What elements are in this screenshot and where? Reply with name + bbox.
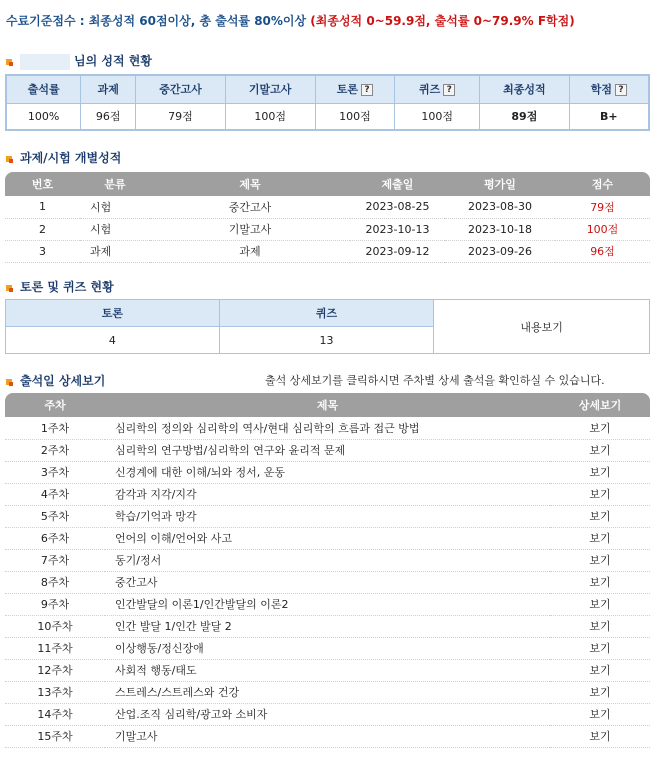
exam-eval-date: 2023-09-26 xyxy=(445,240,555,262)
table-row xyxy=(5,483,650,505)
table-row xyxy=(5,615,650,637)
attend-title: 학습/기억과 망각 xyxy=(105,505,550,527)
section-bullet-icon xyxy=(6,379,12,385)
attend-week: 10주차 xyxy=(5,615,105,637)
table-row xyxy=(5,218,650,240)
exam-title: 과제 xyxy=(150,240,350,262)
exam-header-category: 분류 xyxy=(80,172,150,196)
attend-week: 8주차 xyxy=(5,571,105,593)
attend-title: 감각과 지각/지각 xyxy=(105,483,550,505)
table-row xyxy=(5,571,650,593)
attend-week: 12주차 xyxy=(5,659,105,681)
header-attendance: 출석률 xyxy=(6,75,81,103)
attend-view-link[interactable]: 보기 xyxy=(550,593,650,615)
exam-eval-date: 2023-10-18 xyxy=(445,218,555,240)
attend-week: 13주차 xyxy=(5,681,105,703)
header-final-score: 최종성적 xyxy=(480,75,570,103)
table-row xyxy=(5,417,650,439)
table-row xyxy=(5,527,650,549)
attend-week: 1주차 xyxy=(5,417,105,439)
value-quiz: 100점 xyxy=(395,103,480,130)
attend-view-link[interactable]: 보기 xyxy=(550,527,650,549)
attend-week: 6주차 xyxy=(5,527,105,549)
criteria-fail-text: (최종성적 0~59.9점, 출석률 0~79.9% F학점) xyxy=(310,14,575,28)
attend-title: 산업.조직 심리학/광고와 소비자 xyxy=(105,703,550,725)
exam-category: 시험 xyxy=(80,218,150,240)
attend-title: 인간 발달 1/인간 발달 2 xyxy=(105,615,550,637)
attend-view-link[interactable]: 보기 xyxy=(550,549,650,571)
grade-status-title xyxy=(6,52,152,70)
table-row xyxy=(5,659,650,681)
table-row xyxy=(5,681,650,703)
exam-eval-date: 2023-08-30 xyxy=(445,196,555,218)
exam-no: 2 xyxy=(5,218,80,240)
attend-view-link[interactable]: 보기 xyxy=(550,725,650,747)
table-row xyxy=(5,637,650,659)
attend-title: 심리학의 정의와 심리학의 역사/현대 심리학의 흐름과 접근 방법 xyxy=(105,417,550,439)
header-grade: 학점 ? xyxy=(569,75,649,103)
value-assignment: 96점 xyxy=(81,103,136,130)
table-row xyxy=(5,439,650,461)
attend-week: 3주차 xyxy=(5,461,105,483)
discussion-count: 4 xyxy=(6,327,220,354)
attend-week: 4주차 xyxy=(5,483,105,505)
exam-header-eval-date: 평가일 xyxy=(445,172,555,196)
exams-title xyxy=(6,149,121,166)
attend-title: 중간고사 xyxy=(105,571,550,593)
header-assignment: 과제 xyxy=(81,75,136,103)
value-midterm: 79점 xyxy=(136,103,226,130)
discussion-header: 토론 xyxy=(6,300,220,327)
exams-title-text: 과제/시험 개별성적 xyxy=(20,151,122,165)
exam-header-score: 점수 xyxy=(555,172,650,196)
attend-view-link[interactable]: 보기 xyxy=(550,505,650,527)
quiz-count: 13 xyxy=(219,327,434,354)
attendance-title-text: 출석일 상세보기 xyxy=(20,374,106,388)
table-row xyxy=(5,549,650,571)
attend-week: 5주차 xyxy=(5,505,105,527)
quiz-header: 퀴즈 xyxy=(219,300,434,327)
exam-score: 79점 xyxy=(555,196,650,218)
exam-category: 과제 xyxy=(80,240,150,262)
attend-title: 기말고사 xyxy=(105,725,550,747)
attend-title: 언어의 이해/언어와 사고 xyxy=(105,527,550,549)
exam-title: 중간고사 xyxy=(150,196,350,218)
help-icon[interactable]: ? xyxy=(615,84,627,96)
attendance-title xyxy=(6,372,105,389)
student-name-redacted xyxy=(20,54,70,70)
exam-score: 96점 xyxy=(555,240,650,262)
exam-submit-date: 2023-08-25 xyxy=(350,196,445,218)
attend-title: 동기/정서 xyxy=(105,549,550,571)
attend-title: 스트레스/스트레스와 건강 xyxy=(105,681,550,703)
attend-view-link[interactable]: 보기 xyxy=(550,417,650,439)
attendance-table xyxy=(5,393,650,748)
attend-header-week: 주차 xyxy=(5,393,105,417)
attend-title: 인간발달의 이론1/인간발달의 이론2 xyxy=(105,593,550,615)
attend-title: 심리학의 연구방법/심리학의 연구와 윤리적 문제 xyxy=(105,439,550,461)
attend-view-link[interactable]: 보기 xyxy=(550,483,650,505)
table-row xyxy=(5,461,650,483)
grade-status-table xyxy=(5,74,650,131)
exam-no: 1 xyxy=(5,196,80,218)
table-row xyxy=(5,703,650,725)
attend-view-link[interactable]: 보기 xyxy=(550,461,650,483)
value-discussion: 100점 xyxy=(315,103,395,130)
table-row xyxy=(5,196,650,218)
attend-view-link[interactable]: 보기 xyxy=(550,659,650,681)
section-bullet-icon xyxy=(6,59,12,65)
table-row xyxy=(5,725,650,747)
table-row xyxy=(5,240,650,262)
attendance-note: 출석 상세보기를 클릭하시면 주차별 상세 출석을 확인하실 수 있습니다. xyxy=(265,374,605,387)
attend-view-link[interactable]: 보기 xyxy=(550,681,650,703)
attend-week: 7주차 xyxy=(5,549,105,571)
value-grade: B+ xyxy=(569,103,649,130)
attend-week: 2주차 xyxy=(5,439,105,461)
exam-header-no: 번호 xyxy=(5,172,80,196)
header-midterm: 중간고사 xyxy=(136,75,226,103)
exam-submit-date: 2023-10-13 xyxy=(350,218,445,240)
help-icon[interactable]: ? xyxy=(361,84,373,96)
table-row xyxy=(5,593,650,615)
exam-scores-table xyxy=(5,172,650,263)
attend-week: 15주차 xyxy=(5,725,105,747)
section-bullet-icon xyxy=(6,156,12,162)
attend-header-view: 상세보기 xyxy=(550,393,650,417)
attend-title: 신경계에 대한 이해/뇌와 정서, 운동 xyxy=(105,461,550,483)
exam-header-submit-date: 제출일 xyxy=(350,172,445,196)
attend-header-title: 제목 xyxy=(105,393,550,417)
value-final: 100점 xyxy=(225,103,315,130)
exam-no: 3 xyxy=(5,240,80,262)
attend-view-link[interactable]: 보기 xyxy=(550,615,650,637)
header-final: 기말고사 xyxy=(225,75,315,103)
attend-week: 14주차 xyxy=(5,703,105,725)
attend-week: 9주차 xyxy=(5,593,105,615)
attend-view-link[interactable]: 보기 xyxy=(550,571,650,593)
header-discussion: 토론 ? xyxy=(315,75,395,103)
completion-criteria xyxy=(6,12,656,29)
discussion-title-text: 토론 및 퀴즈 현황 xyxy=(20,280,114,294)
attend-view-link[interactable]: 보기 xyxy=(550,703,650,725)
value-final-score: 89점 xyxy=(480,103,570,130)
value-attendance: 100% xyxy=(6,103,81,130)
table-row xyxy=(5,505,650,527)
attend-title: 이상행동/정신장애 xyxy=(105,637,550,659)
discussion-quiz-table xyxy=(5,299,650,354)
attend-view-link[interactable]: 보기 xyxy=(550,439,650,461)
grade-status-title-text: 님의 성적 현황 xyxy=(74,54,152,68)
exam-title: 기말고사 xyxy=(150,218,350,240)
exam-score: 100점 xyxy=(555,218,650,240)
view-content-link[interactable]: 내용보기 xyxy=(434,300,650,354)
header-quiz: 퀴즈 ? xyxy=(395,75,480,103)
exam-header-title: 제목 xyxy=(150,172,350,196)
attend-week: 11주차 xyxy=(5,637,105,659)
attend-title: 사회적 행동/태도 xyxy=(105,659,550,681)
exam-category: 시험 xyxy=(80,196,150,218)
exam-submit-date: 2023-09-12 xyxy=(350,240,445,262)
criteria-main-text: 수료기준점수 : 최종성적 60점이상, 총 출석률 80%이상 xyxy=(6,14,307,28)
help-icon[interactable]: ? xyxy=(443,84,455,96)
discussion-title xyxy=(6,278,114,295)
section-bullet-icon xyxy=(6,285,12,291)
attend-view-link[interactable]: 보기 xyxy=(550,637,650,659)
